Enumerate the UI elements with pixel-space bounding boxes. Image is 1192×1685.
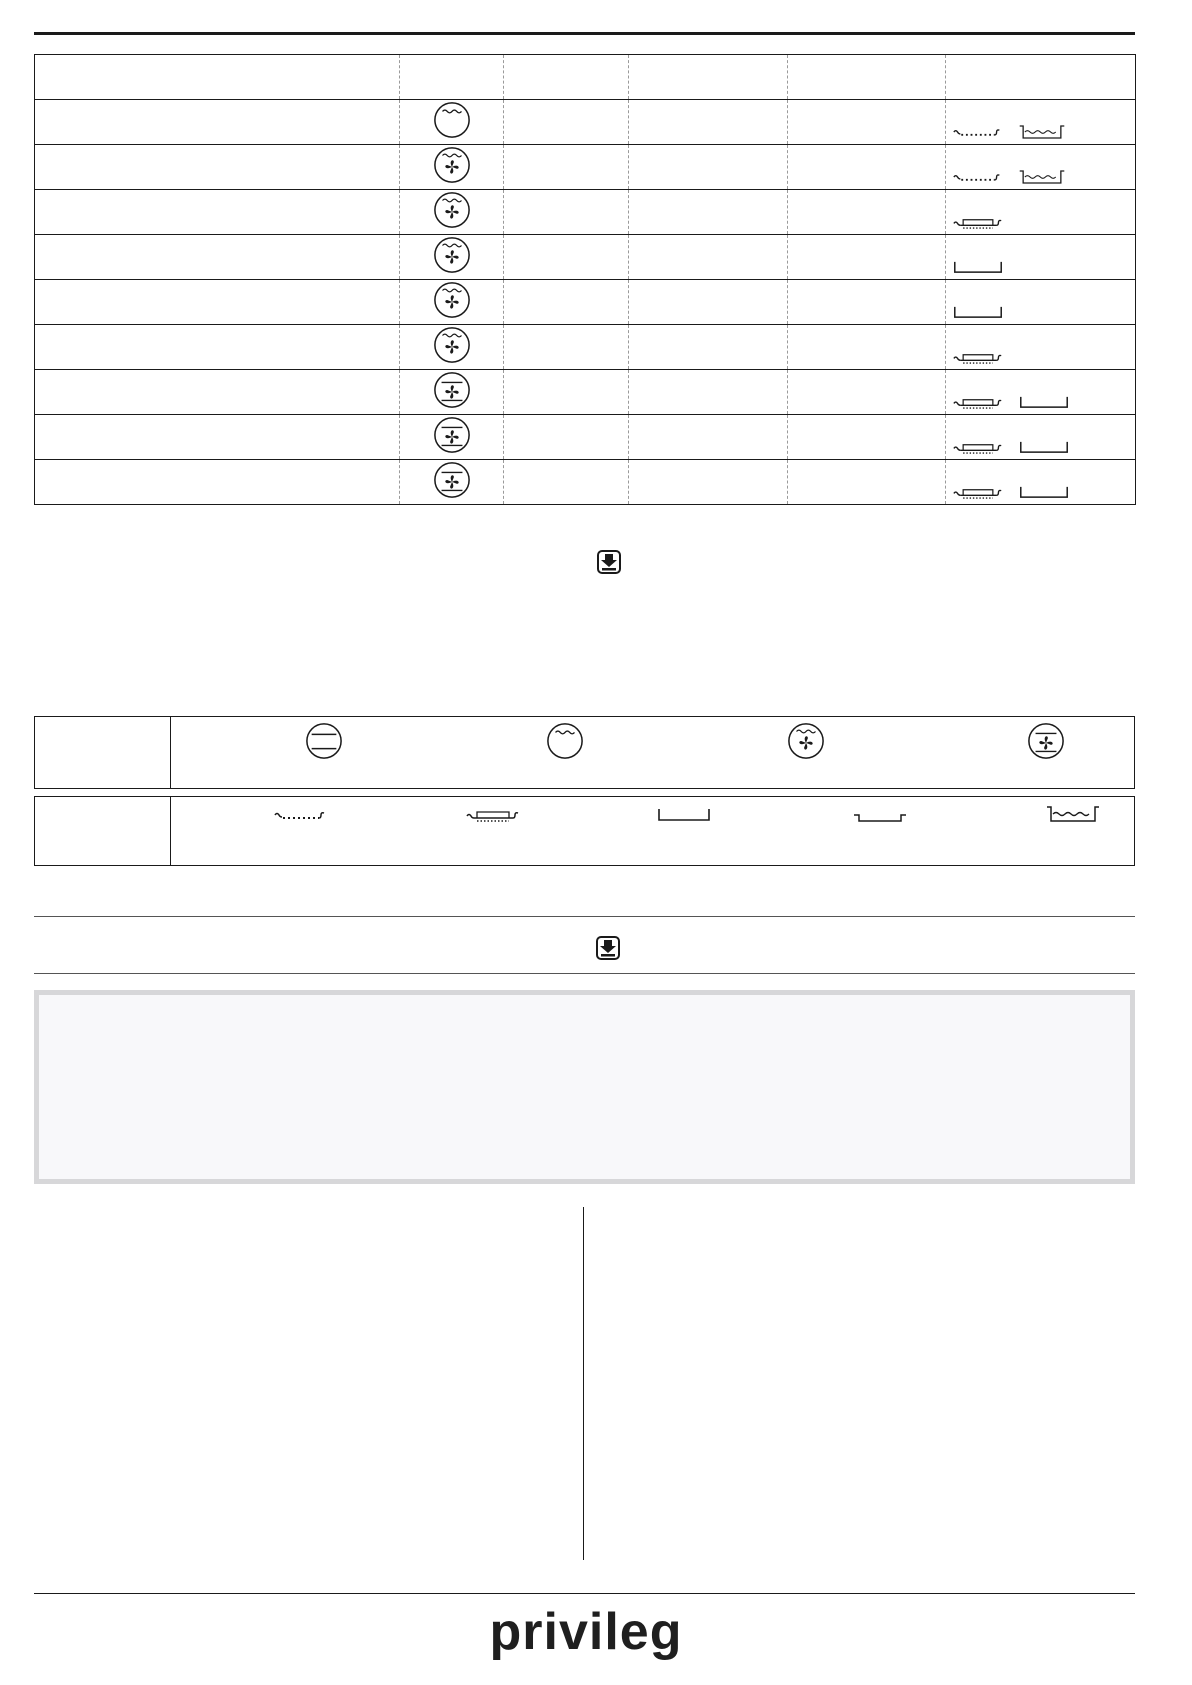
forced-air-icon [1027, 722, 1065, 760]
function-cell [400, 370, 504, 415]
accessory-cell [946, 370, 1136, 415]
recipe-cell [35, 100, 400, 145]
accessory-cell [946, 235, 1136, 280]
table-row [35, 235, 1136, 280]
forced-air-icon [433, 461, 471, 499]
forced-air-icon [433, 371, 471, 409]
wire-shelf-icon [273, 809, 329, 823]
header-cell-recipe [35, 55, 400, 100]
table-row [35, 370, 1136, 415]
recipe-table [34, 54, 1136, 505]
accessory-cell [946, 145, 1136, 190]
function-cell [400, 280, 504, 325]
table-row [35, 190, 1136, 235]
section-rule-bottom [34, 973, 1135, 974]
drip-tray-icon [1018, 124, 1066, 140]
recipe-cell [35, 190, 400, 235]
convection-bake-icon [433, 146, 471, 184]
top-bottom-heat-icon [305, 722, 343, 760]
wire-shelf-icon [952, 126, 1004, 140]
baking-tray-icon [1018, 485, 1070, 500]
header-cell-time [788, 55, 946, 100]
baking-tray-icon [1018, 395, 1070, 410]
shallow-tray-icon [852, 811, 908, 823]
recipe-cell [35, 280, 400, 325]
download-icon [597, 550, 621, 574]
grill-rack-icon [952, 440, 1004, 455]
grill-rack-icon [465, 807, 521, 823]
functions-legend [34, 716, 1135, 789]
function-cell [400, 415, 504, 460]
convection-bake-icon [433, 236, 471, 274]
recipe-cell [35, 235, 400, 280]
function-cell [400, 460, 504, 505]
function-cell [400, 325, 504, 370]
header-cell-function [400, 55, 504, 100]
accessory-cell [946, 325, 1136, 370]
function-cell [400, 190, 504, 235]
drip-tray-icon [1045, 805, 1101, 823]
table-row [35, 460, 1136, 505]
function-cell [400, 145, 504, 190]
convection-bake-icon [433, 281, 471, 319]
top-rule [34, 32, 1135, 35]
column-divider [583, 1207, 584, 1560]
table-row [35, 280, 1136, 325]
table-row [35, 145, 1136, 190]
wire-shelf-icon [952, 171, 1004, 185]
header-cell-temperature [629, 55, 788, 100]
footer-rule [34, 1593, 1135, 1594]
table-row [35, 415, 1136, 460]
conventional-icon [546, 722, 584, 760]
baking-tray-icon [656, 807, 712, 823]
baking-tray-icon [952, 260, 1004, 275]
recipe-cell [35, 370, 400, 415]
convection-bake-icon [433, 326, 471, 364]
conventional-icon [433, 101, 471, 139]
recipe-cell [35, 460, 400, 505]
recipe-cell [35, 145, 400, 190]
header-cell-level-accessories [946, 55, 1136, 100]
baking-tray-icon [952, 305, 1004, 320]
grill-rack-icon [952, 350, 1004, 365]
recipe-cell [35, 325, 400, 370]
grill-rack-icon [952, 215, 1004, 230]
brand-logo: privileg [489, 1603, 683, 1661]
forced-air-icon [433, 416, 471, 454]
baking-tray-icon [1018, 440, 1070, 455]
function-cell [400, 235, 504, 280]
section-rule-top [34, 916, 1135, 917]
legend-label-cell [35, 717, 171, 788]
recipe-cell [35, 415, 400, 460]
accessory-cell [946, 415, 1136, 460]
table-header-row [35, 55, 1136, 100]
note-box [34, 990, 1135, 1184]
table-row [35, 325, 1136, 370]
legend-label-cell [35, 797, 171, 865]
accessory-cell [946, 190, 1136, 235]
convection-bake-icon [787, 722, 825, 760]
header-cell-preheat [504, 55, 629, 100]
drip-tray-icon [1018, 169, 1066, 185]
accessory-cell [946, 280, 1136, 325]
accessory-cell [946, 100, 1136, 145]
function-cell [400, 100, 504, 145]
accessories-legend [34, 796, 1135, 866]
table-row [35, 100, 1136, 145]
convection-bake-icon [433, 191, 471, 229]
download-icon [596, 936, 620, 960]
grill-rack-icon [952, 485, 1004, 500]
grill-rack-icon [952, 395, 1004, 410]
accessory-cell [946, 460, 1136, 505]
